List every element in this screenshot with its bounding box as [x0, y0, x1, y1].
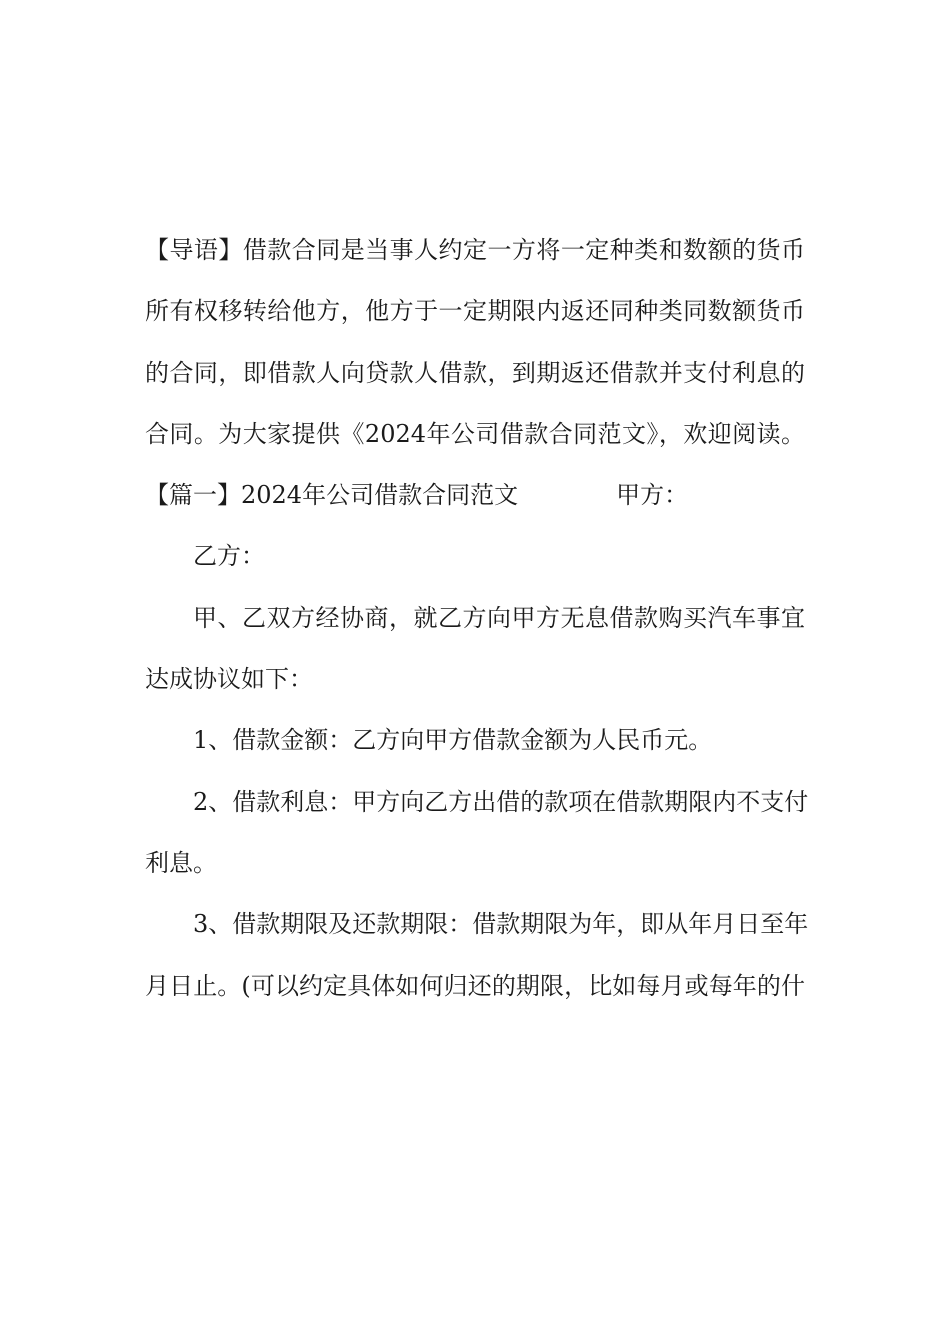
clause-1: 1、借款金额：乙方向甲方借款金额为人民币元。 [193, 726, 713, 755]
article-heading-line [145, 471, 805, 532]
preamble-line-2: 达成协议如下： [145, 665, 313, 694]
intro-line-1: 【导语】借款合同是当事人约定一方将一定种类和数额的货币 [145, 236, 805, 264]
clause-3-line-2: 月日止。(可以约定具体如何归还的期限，比如每月或每年的什 [145, 971, 805, 1000]
party-a-label: 甲方： [616, 481, 689, 510]
document-page [145, 226, 809, 1023]
intro-line-3: 的合同，即借款人向贷款人借款，到期返还借款并支付利息的 [145, 358, 805, 387]
clause-3-line-1: 3、借款期限及还款期限：借款期限为年，即从年月日至年 [193, 910, 809, 939]
party-b-label: 乙方： [193, 542, 265, 571]
clause-2-line-2: 利息。 [145, 848, 217, 877]
intro-line-2: 所有权移转给他方，他方于一定期限内返还同种类同数额货币 [145, 297, 805, 326]
article-heading: 【篇一】2024年公司借款合同范文 [145, 481, 519, 510]
intro-line-4: 合同。为大家提供《2024年公司借款合同范文》，欢迎阅读。 [145, 419, 805, 448]
preamble-line-1: 甲、乙双方经协商，就乙方向甲方无息借款购买汽车事宜 [193, 603, 805, 632]
clause-2-line-1: 2、借款利息：甲方向乙方出借的款项在借款期限内不支付 [193, 787, 809, 816]
